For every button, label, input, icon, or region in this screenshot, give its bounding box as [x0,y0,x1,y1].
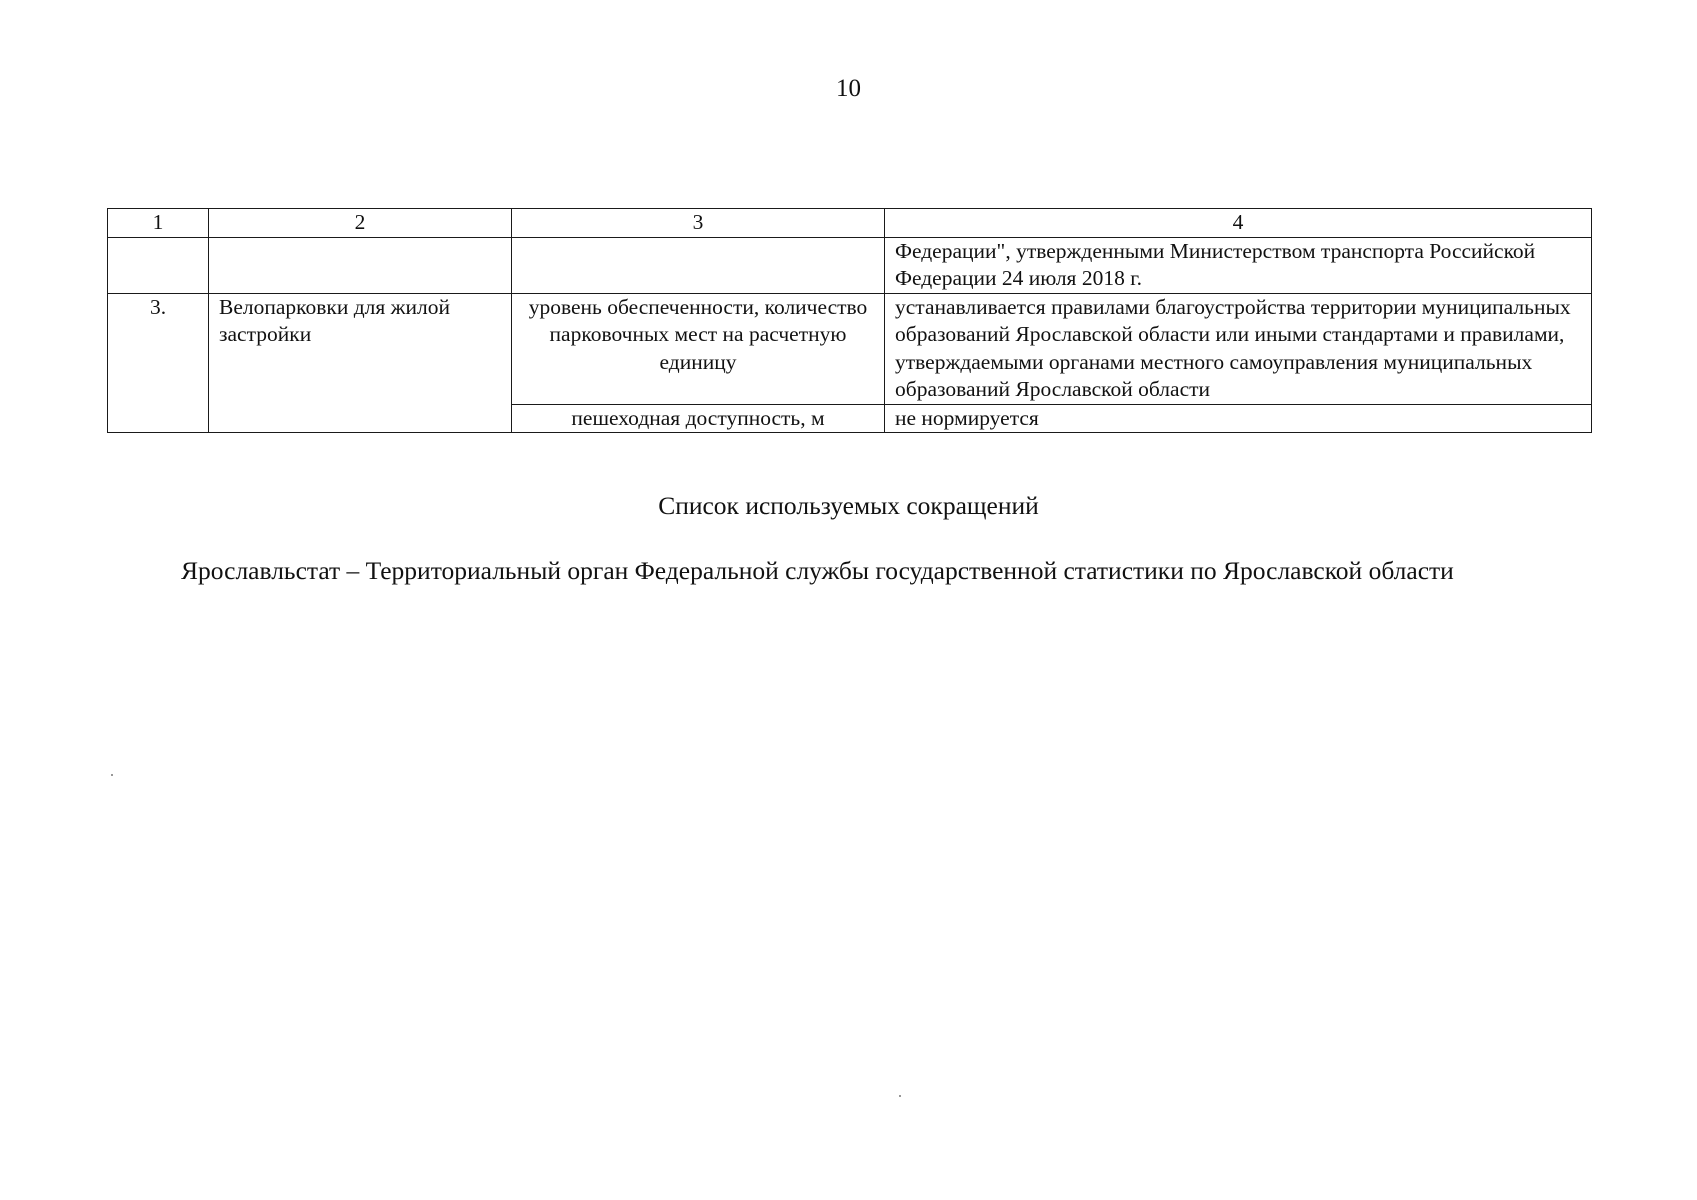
value-cell-2: не нормируется [885,404,1592,433]
scan-speck [899,1095,901,1097]
scan-speck [111,774,113,776]
table-row-continuation [108,237,1592,293]
abbreviation-definition: Ярославльстат – Территориальный орган Федеральной службы государственной статистики по Ярославской области [181,556,1454,585]
header-cell-4: 4 [885,209,1592,238]
continuation-cell-2 [209,237,512,293]
continuation-cell-3 [512,237,885,293]
table-header-row [108,209,1592,238]
parameter-cell: уровень обеспеченности, количество парковочных мест на расчетную единицу [512,293,885,404]
header-cell-3: 3 [512,209,885,238]
header-cell-1: 1 [108,209,209,238]
value-cell: устанавливается правилами благоустройства территории муниципальных образований Ярославской области или иными стандартами и правилами, утверждаемыми органами местного самоуправления муниципальных образований Ярославской области [885,293,1592,404]
row-number-cell: 3. [108,293,209,404]
object-name-cell: Велопарковки для жилой застройки [209,293,512,404]
parameter-cell-2: пешеходная доступность, м [512,404,885,433]
table-row-3-sub [108,404,1592,433]
header-cell-2: 2 [209,209,512,238]
norms-table [107,208,1592,433]
abbreviations-title: Список используемых сокращений [658,491,1039,520]
continuation-cell-4: Федерации", утвержденными Министерством транспорта Российской Федерации 24 июля 2018 г. [885,237,1592,293]
page-number: 10 [836,75,861,102]
table-row-3 [108,293,1592,404]
row-number-cell-cont [108,404,209,433]
continuation-cell-1 [108,237,209,293]
object-name-cell-cont [209,404,512,433]
